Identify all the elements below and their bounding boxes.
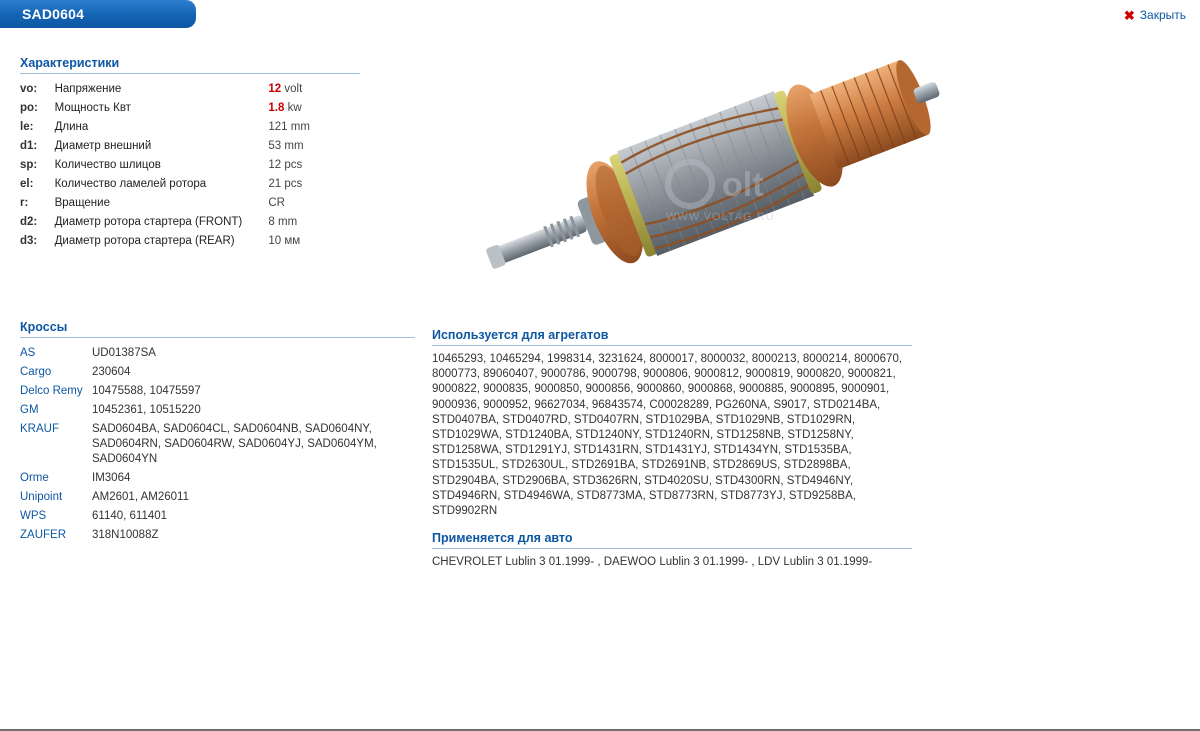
spec-value [268, 213, 360, 232]
spec-value-number: 12 [268, 159, 282, 171]
table-row [20, 401, 415, 420]
spec-value-unit: mm [290, 121, 310, 133]
cross-brand: AS [20, 347, 36, 359]
table-row [20, 382, 415, 401]
spec-code: r: [20, 197, 29, 209]
table-row [20, 488, 415, 507]
spec-value [268, 99, 360, 118]
spec-value-number: 53 [268, 140, 282, 152]
cross-brand: ZAUFER [20, 529, 66, 541]
applications-section [432, 328, 912, 570]
cross-refs[interactable]: 10452361, 10515220 [92, 404, 201, 416]
spec-value [268, 232, 360, 251]
spec-value-number: 12 [268, 83, 282, 95]
page-title: SAD0604 [0, 0, 196, 28]
applications-list: 10465293, 10465294, 1998314, 3231624, 8000017, 8000032, 8000213, 8000214, 8000670, 8000773, 89060407, 9000786, 9000798, 9000806, 9000812, 9000819, 9000820, 9000821, 9000822, 9000835, 9000850, 9000856, 9000860, 9000868, 9000885, 9000895, 9000901, 9000936, 9000952, 96627034, 96843574, C00028289, PG260NA, S9017, STD0214BA, STD0407BA, STD0407RD, STD0407RN, STD1029BA, STD1029NB, STD1029RN, STD1029WA, STD1240BA, STD1240NY, STD1240RN, STD1258NB, STD1258NY, STD1258WA, STD1291YJ, STD1431RN, STD1431YJ, STD1434YN, STD1535BA, STD1535UL, STD2630UL, STD2691BA, STD2691NB, STD2869US, STD2898BA, STD2904BA, STD2906BA, STD3626RN, STD4020SU, STD4300RN, STD4946NY, STD4946RN, STD4946WA, STD8773MA, STD8773RN, STD8773YJ, STD9258BA, STD9902RN [432, 353, 903, 518]
spec-code: le: [20, 121, 34, 133]
spec-value [268, 137, 360, 156]
close-button-label[interactable]: Закрыть [1139, 8, 1186, 22]
crosses-heading: Кроссы [20, 320, 415, 338]
spec-name: Диаметр ротора стартера (REAR) [54, 235, 235, 247]
cross-refs[interactable]: 10475588, 10475597 [92, 385, 201, 397]
spec-value [268, 194, 360, 213]
table-row [20, 469, 415, 488]
cross-refs[interactable]: IM3064 [92, 472, 131, 484]
spec-value-unit: volt [284, 83, 303, 95]
spec-code: sp: [20, 159, 38, 171]
spec-value [268, 118, 360, 137]
applications-heading: Используется для агрегатов [432, 328, 912, 346]
spec-value [268, 80, 360, 99]
spec-value-number: 121 [268, 121, 288, 133]
table-row [20, 213, 360, 232]
crosses-section [20, 320, 415, 545]
table-row [20, 420, 415, 469]
characteristics-heading: Характеристики [20, 56, 360, 74]
spec-name: Диаметр внешний [54, 140, 152, 152]
spec-value-unit: kw [287, 102, 302, 114]
spec-value-unit: mm [284, 140, 304, 152]
spec-name: Длина [54, 121, 89, 133]
spec-value-number: 21 [268, 178, 282, 190]
svg-text:WWW.VOLTAG.RU: WWW.VOLTAG.RU [666, 211, 775, 223]
spec-value-number: 8 [268, 216, 275, 228]
cross-refs[interactable]: AM2601, AM26011 [92, 491, 189, 503]
spec-code: po: [20, 102, 38, 114]
armature-illustration [440, 44, 1000, 304]
product-image [440, 44, 1000, 304]
table-row [20, 526, 415, 545]
table-row [20, 118, 360, 137]
spec-value-number: 1.8 [268, 102, 285, 114]
table-row [20, 194, 360, 213]
table-row [20, 232, 360, 251]
spec-code: el: [20, 178, 34, 190]
cross-brand: Orme [20, 472, 49, 484]
spec-name: Мощность Квт [54, 102, 131, 114]
cross-refs[interactable]: 61140, 611401 [92, 510, 168, 522]
spec-value-unit: mm [277, 216, 298, 228]
crosses-table [20, 344, 415, 545]
cross-brand: Delco Remy [20, 385, 83, 397]
cross-refs[interactable]: SAD0604BA, SAD0604CL, SAD0604NB, SAD0604NY, SAD0604RN, SAD0604RW, SAD0604YJ, SAD0604YM, SAD0604YN [92, 423, 377, 465]
cross-refs[interactable]: 230604 [92, 366, 131, 378]
spec-name: Напряжение [54, 83, 122, 95]
close-button[interactable] [1124, 8, 1186, 22]
spec-name: Количество ламелей ротора [54, 178, 207, 190]
spec-value-unit: pcs [284, 159, 303, 171]
characteristics-table [20, 80, 360, 251]
cross-refs[interactable]: 318N10088Z [92, 529, 159, 541]
table-row [20, 507, 415, 526]
vehicles-heading: Применяется для авто [432, 531, 912, 549]
table-row [20, 99, 360, 118]
characteristics-section [20, 56, 360, 251]
spec-code: d3: [20, 235, 38, 247]
svg-text:olt: olt [722, 166, 764, 204]
page-header [0, 0, 1200, 30]
spec-value-number: 10 [268, 235, 282, 247]
spec-code: d2: [20, 216, 38, 228]
spec-name: Вращение [54, 197, 110, 209]
table-row [20, 175, 360, 194]
spec-code: vo: [20, 83, 38, 95]
spec-code: d1: [20, 140, 38, 152]
cross-brand: GM [20, 404, 39, 416]
table-row [20, 137, 360, 156]
table-row [20, 363, 415, 382]
vehicles-section [432, 531, 912, 570]
spec-value-number: CR [268, 197, 285, 209]
close-x-icon: ✖ [1123, 7, 1135, 23]
cross-brand: WPS [20, 510, 47, 522]
table-row [20, 344, 415, 363]
spec-name: Диаметр ротора стартера (FRONT) [54, 216, 243, 228]
cross-brand: KRAUF [20, 423, 59, 435]
table-row [20, 156, 360, 175]
spec-name: Количество шлицов [54, 159, 161, 171]
spec-value [268, 156, 360, 175]
spec-value [268, 175, 360, 194]
cross-refs[interactable]: UD01387SA [92, 347, 156, 359]
vehicles-list: CHEVROLET Lublin 3 01.1999- , DAEWOO Lublin 3 01.1999- , LDV Lublin 3 01.1999- [432, 556, 873, 569]
spec-value-unit: мм [284, 235, 301, 247]
cross-brand: Cargo [20, 366, 52, 378]
cross-brand: Unipoint [20, 491, 63, 503]
table-row [20, 80, 360, 99]
spec-value-unit: pcs [284, 178, 303, 190]
